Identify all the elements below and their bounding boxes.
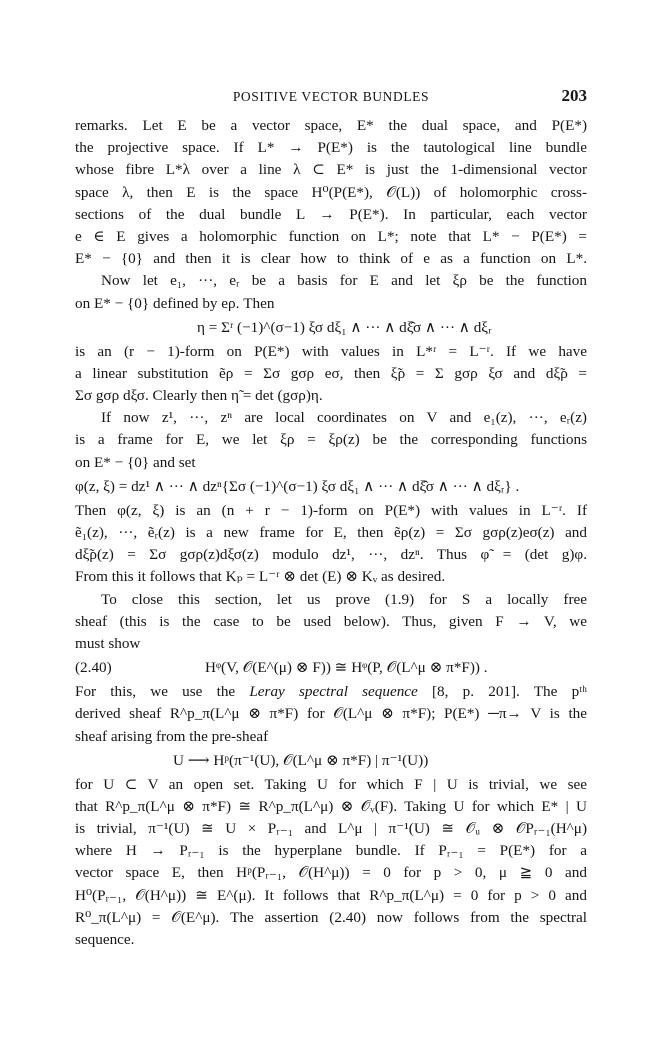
running-head bbox=[75, 86, 587, 108]
text-line: Then φ(z, ξ) is an (n + r − 1)-form on P(E*) with values in L⁻ʳ. If bbox=[75, 501, 587, 519]
text-line: space λ, then E is the space H⁰(P(E*), 𝒪(L)) of holomorphic cross- bbox=[75, 183, 587, 201]
text-line: sheaf (this is the case to be used below). Thus, given F → V, we bbox=[75, 612, 587, 630]
text-segment: [8, p. 201]. The pᵗʰ bbox=[417, 683, 587, 701]
text-line: R⁰_π(L^μ) = 𝒪(E^μ). The assertion (2.40) now follows from the spectral bbox=[75, 908, 587, 926]
text-line: vector space E, then Hᵖ(Pᵣ₋₁, 𝒪(H^μ)) = 0 for p > 0, μ ≧ 0 and bbox=[75, 864, 587, 882]
text-line: derived sheaf R^p_π(L^μ ⊗ π*F) for 𝒪(L^μ ⊗ π*F); P(E*) ─π→ V is the bbox=[75, 705, 587, 723]
text-line: dξ̃ρ(z) = Σσ gσρ(z)dξσ(z) modulo dz¹, ···, dzⁿ. Thus φ̃ = (det g)φ. bbox=[75, 546, 587, 564]
text-line: To close this section, let us prove (1.9) for S a locally free bbox=[101, 590, 587, 608]
text-line: E* − {0} and then it is clear how to think of e as a function on L*. bbox=[75, 250, 587, 268]
equation-presheaf: U ⟶ Hᵖ(π⁻¹(U), 𝒪(L^μ ⊗ π*F) | π⁻¹(U)) bbox=[173, 751, 429, 769]
text-line: H⁰(Pᵣ₋₁, 𝒪(H^μ)) ≅ E^(μ). It follows that R^p_π(L^μ) = 0 for p > 0 and bbox=[75, 886, 587, 904]
text-line: sections of the dual bundle L → P(E*). In particular, each vector bbox=[75, 205, 587, 223]
text-segment: For this, we use the bbox=[75, 683, 250, 701]
text-line: Now let e₁, ···, eᵣ be a basis for E and let ξρ be the function bbox=[101, 272, 587, 290]
text-line: on E* − {0} and set bbox=[75, 453, 196, 471]
text-line: sequence. bbox=[75, 931, 135, 948]
leray-term: Leray spectral sequence bbox=[249, 683, 418, 701]
text-line: on E* − {0} defined by eρ. Then bbox=[75, 294, 275, 312]
equation-eta: η = Σʳ (−1)^(σ−1) ξσ dξ₁ ∧ ··· ∧ dξ̂σ ∧ ··· ∧ dξᵣ bbox=[197, 318, 492, 336]
text-line: e ∈ E gives a holomorphic function on L*; note that L* − P(E*) = bbox=[75, 227, 587, 245]
text-line: a linear substitution ẽρ = Σσ gσρ eσ, then ξ̃ρ = Σ gσρ ξσ and dξ̃ρ = bbox=[75, 364, 587, 382]
text-line: ẽ₁(z), ···, ẽᵣ(z) is a new frame for E, then ẽρ(z) = Σσ gσρ(z)eσ(z) and bbox=[75, 524, 587, 541]
text-line bbox=[75, 681, 587, 703]
text-line: is trivial, π⁻¹(U) ≅ U × Pᵣ₋₁ and L^μ | π⁻¹(U) ≅ 𝒪ᵤ ⊗ 𝒪Pᵣ₋₁(H^μ) bbox=[75, 820, 587, 838]
equation-body: Hᵠ(V, 𝒪(E^(μ) ⊗ F)) ≅ Hᵠ(P, 𝒪(L^μ ⊗ π*F)) . bbox=[205, 659, 488, 677]
text-line: must show bbox=[75, 634, 141, 652]
text-line: From this it follows that Kₚ = L⁻ʳ ⊗ det (E) ⊗ Kᵥ as desired. bbox=[75, 568, 446, 586]
body-text bbox=[75, 115, 587, 951]
text-line: the projective space. If L* → P(E*) is the tautological line bundle bbox=[75, 139, 587, 157]
text-line: remarks. Let E be a vector space, E* the dual space, and P(E*) bbox=[75, 117, 587, 134]
text-line: whose fibre L*λ over a line λ ⊂ E* is just the 1-dimensional vector bbox=[75, 161, 587, 179]
text-line: is a frame for E, we let ξρ = ξρ(z) be the corresponding functions bbox=[75, 431, 587, 449]
running-title: POSITIVE VECTOR BUNDLES bbox=[232, 89, 430, 104]
text-line: for U ⊂ V an open set. Taking U for which F | U is trivial, we see bbox=[75, 775, 587, 793]
equation-2-40 bbox=[75, 655, 587, 681]
text-line: where H → Pᵣ₋₁ is the hyperplane bundle. If Pᵣ₋₁ = P(E*) for a bbox=[75, 842, 587, 860]
text-line: If now z¹, ···, zⁿ are local coordinates on V and e₁(z), ···, eᵣ(z) bbox=[101, 409, 587, 427]
text-line: sheaf arising from the pre-sheaf bbox=[75, 727, 269, 745]
page-number: 203 bbox=[561, 86, 587, 105]
equation-phi: φ(z, ξ) = dz¹ ∧ ··· ∧ dzⁿ{Σσ (−1)^(σ−1) ξσ dξ₁ ∧ ··· ∧ dξ̂σ ∧ ··· ∧ dξᵣ} . bbox=[75, 477, 520, 495]
text-line: Σσ gσρ dξσ. Clearly then η̃ = det (gσρ)η. bbox=[75, 387, 323, 405]
text-line: that R^p_π(L^μ ⊗ π*F) ≅ R^p_π(L^μ) ⊗ 𝒪ᵥ(F). Taking U for which E* | U bbox=[75, 797, 587, 815]
text-line: is an (r − 1)-form on P(E*) with values in L*ʳ = L⁻ʳ. If we have bbox=[75, 342, 587, 360]
equation-label: (2.40) bbox=[75, 659, 112, 677]
